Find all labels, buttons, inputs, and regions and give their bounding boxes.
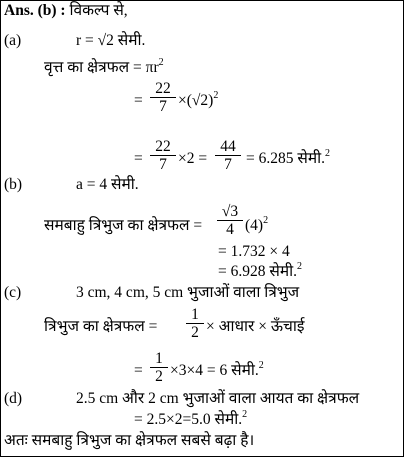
circle-area-label: वृत्त का क्षेत्रफल = πr (44, 59, 159, 76)
a-step2-fraction2 (215, 138, 241, 173)
answer-header (4, 2, 128, 20)
c-line2-equals: = (134, 362, 143, 379)
a-step2-result (246, 147, 331, 168)
conclusion: अतः समबाहु त्रिभुज का क्षेत्रफल सबसे बढ़ा है। (4, 432, 255, 449)
equilateral-area-label: समबाहु त्रिभुज का क्षेत्रफल = (44, 217, 203, 234)
c-fraction (186, 306, 204, 341)
exponent: 2 (325, 147, 331, 159)
triangle-area-label: त्रिभुज का क्षेत्रफल = (44, 318, 158, 335)
option-c-label: (c) (4, 284, 22, 301)
c-line2-fraction (150, 350, 168, 385)
denominator: 7 (224, 156, 232, 173)
denominator: 7 (159, 156, 167, 173)
answer-label: Ans. (b) : (4, 2, 66, 19)
option-d-text: 2.5 cm और 2 cm भुजाओं वाला आयत का क्षेत्रफल (76, 390, 360, 407)
answer-intro: विकल्प से, (69, 2, 128, 19)
c-tail: × आधार × ऊँचाई (206, 318, 305, 335)
b-line3 (218, 260, 303, 281)
option-a-label: (a) (4, 32, 22, 49)
numerator: 22 (150, 138, 176, 156)
c-line2-result (170, 359, 264, 380)
b-line2: = 1.732 × 4 (218, 243, 290, 260)
option-c-sides: 3 cm, 4 cm, 5 cm भुजाओं वाला त्रिभुज (76, 284, 300, 301)
sqrt2-squared: ×(√2) (178, 92, 214, 109)
numerator: 1 (186, 306, 204, 324)
denominator: 4 (226, 221, 234, 238)
a-step2-fraction (150, 138, 176, 173)
numerator: 22 (150, 80, 176, 98)
exponent: 2 (158, 56, 164, 68)
circle-area-value: = 6.285 सेमी. (246, 150, 326, 167)
b-fraction (217, 203, 243, 238)
exponent: 2 (213, 89, 219, 101)
denominator: 7 (159, 98, 167, 115)
exponent: 2 (242, 408, 248, 420)
exponent: 2 (263, 214, 269, 226)
circle-area-formula (44, 56, 164, 77)
triangle-area-value: ×3×4 = 6 सेमी. (170, 362, 259, 379)
a-step2-mid: ×2 = (178, 150, 208, 167)
numerator: 1 (150, 350, 168, 368)
equilateral-area-value: = 6.928 सेमी. (218, 263, 298, 280)
option-b-label: (b) (4, 176, 23, 193)
a-step1-tail (178, 89, 219, 110)
rectangle-area-value: = 2.5×2=5.0 सेमी. (134, 411, 243, 428)
exponent: 2 (297, 260, 303, 272)
option-d-label: (d) (4, 390, 23, 407)
a-step1-fraction (150, 80, 176, 115)
numerator: √3 (217, 203, 243, 221)
b-tail (245, 214, 269, 235)
side-squared: (4) (245, 217, 264, 234)
exponent: 2 (258, 359, 264, 371)
option-a-radius: r = √2 सेमी. (76, 32, 146, 49)
d-line2 (134, 408, 248, 429)
a-step1-equals: = (134, 92, 143, 109)
a-step2-equals: = (134, 150, 143, 167)
option-b-side: a = 4 सेमी. (76, 176, 139, 193)
denominator: 2 (191, 324, 199, 341)
numerator: 44 (215, 138, 241, 156)
denominator: 2 (155, 368, 163, 385)
